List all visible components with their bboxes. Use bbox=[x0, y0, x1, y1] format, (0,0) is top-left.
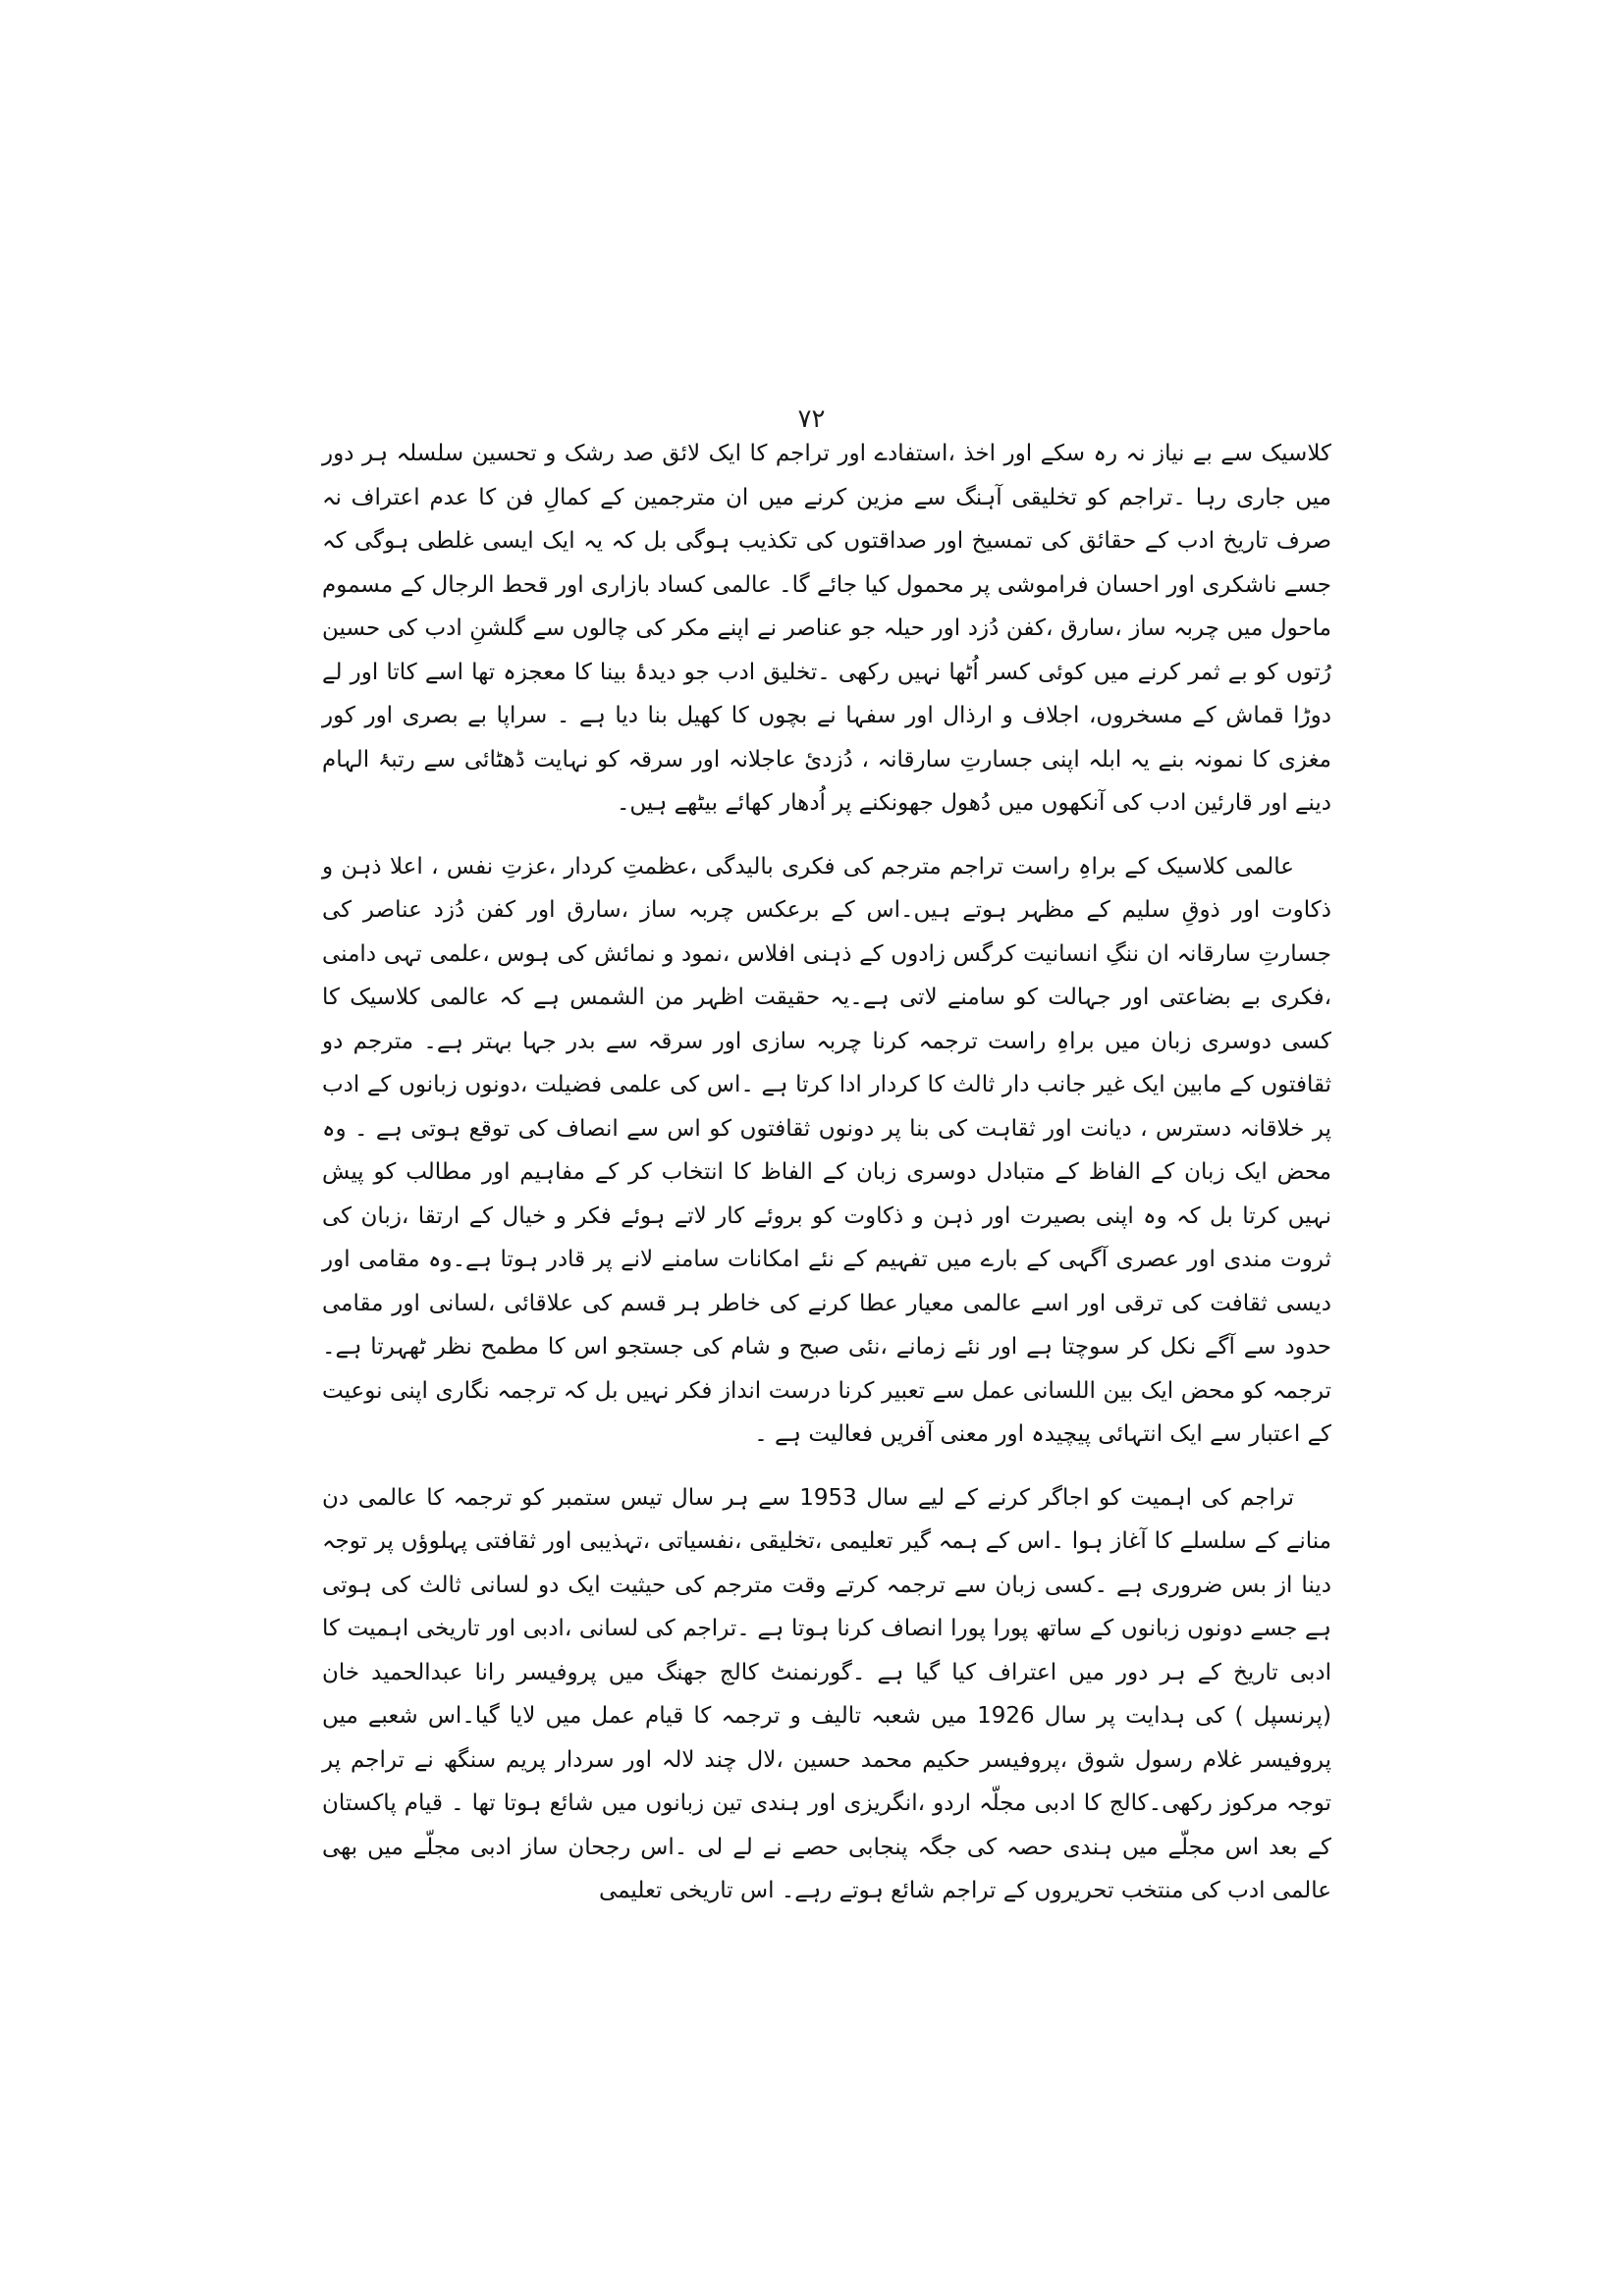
paragraph-2: عالمی کلاسیک کے براہِ راست تراجم مترجم کی فکری بالیدگی ،عظمتِ کردار ،عزتِ نفس ، اعلا ذہن و ذکاوت اور ذوقِ سلیم کے مظہر ہوتے ہیں۔اس کے برعکس چربہ ساز ،سارق اور کفن دُزد عناصر کی جسارتِ سارقانہ ان ننگِ انسانیت کرگس زادوں کے ذہنی افلاس ،نمود و نمائش کی ہوس ،علمی تہی دامنی ،فکری بے بضاعتی اور جہالت کو سامنے لاتی ہے۔یہ حقیقت اظہر من الشمس ہے کہ عالمی کلاسیک کا کسی دوسری زبان میں براہِ راست ترجمہ کرنا چربہ سازی اور سرقہ سے بدر جہا بہتر ہے۔ مترجم دو ثقافتوں کے مابین ایک غیر جانب دار ثالث کا کردار ادا کرتا ہے ۔اس کی علمی فضیلت ،دونوں زبانوں کے ادب پر خلاقانہ دسترس ، دیانت اور ثقاہت کی بنا پر دونوں ثقافتوں کو اس سے انصاف کی توقع ہوتی ہے ۔ وہ محض ایک زبان کے الفاظ کے متبادل دوسری زبان کے الفاظ کا انتخاب کر کے مفاہیم اور مطالب کو پیش نہیں کرتا بل کہ وہ اپنی بصیرت اور ذہن و ذکاوت کو بروئے کار لاتے ہوئے فکر و خیال کے ارتقا ،زبان کی ثروت مندی اور عصری آگہی کے بارے میں تفہیم کے نئے امکانات سامنے لانے پر قادر ہوتا ہے۔وہ مقامی اور دیسی ثقافت کی ترقی اور اسے عالمی معیار عطا کرنے کی خاطر ہر قسم کی علاقائی ،لسانی اور مقامی حدود سے آگے نکل کر سوچتا ہے اور نئے زمانے ،نئی صبح و شام کی جستجو اس کا مطمح نظر ٹھہرتا ہے۔ ترجمہ کو محض ایک بین اللسانی عمل سے تعبیر کرنا درست انداز فکر نہیں بل کہ ترجمہ نگاری اپنی نوعیت کے اعتبار سے ایک انتہائی پیچیدہ اور معنی آفریں فعالیت ہے ۔ bbox=[322, 853, 1331, 1447]
paragraph-1: کلاسیک سے بے نیاز نہ رہ سکے اور اخذ ،استفادے اور تراجم کا ایک لائق صد رشک و تحسین سلسلہ ہر دور میں جاری رہا ۔تراجم کو تخلیقی آہنگ سے مزین کرنے میں ان مترجمین کے کمالِ فن کا عدم اعتراف نہ صرف تاریخ ادب کے حقائق کی تمسیخ اور صداقتوں کی تکذیب ہوگی بل کہ یہ ایک ایسی غلطی ہوگی کہ جسے ناشکری اور احسان فراموشی پر محمول کیا جائے گا۔ عالمی کساد بازاری اور قحط الرجال کے مسموم ماحول میں چربہ ساز ،سارق ،کفن دُزد اور حیلہ جو عناصر نے اپنے مکر کی چالوں سے گلشنِ ادب کی حسین رُتوں کو بے ثمر کرنے میں کوئی کسر اُٹھا نہیں رکھی ۔تخلیق ادب جو دیدۂ بینا کا معجزہ تھا اسے کاتا اور لے دوڑا قماش کے مسخروں، اجلاف و ارذال اور سفہا نے بچوں کا کھیل بنا دیا ہے ۔ سراپا بے بصری اور کور مغزی کا نمونہ بنے یہ ابلہ اپنی جسارتِ سارقانہ ، دُزدیٔ عاجلانہ اور سرقہ کو نہایت ڈھٹائی سے رتبۂ الہام دینے اور قارئین ادب کی آنکھوں میں دُھول جھونکنے پر اُدھار کھائے بیٹھے ہیں۔ bbox=[322, 441, 1331, 816]
page-number: ۷۲ bbox=[797, 404, 826, 434]
body-text bbox=[322, 432, 1331, 1913]
paragraph-3: تراجم کی اہمیت کو اجاگر کرنے کے لیے سال 1953 سے ہر سال تیس ستمبر کو ترجمہ کا عالمی دن منانے کے سلسلے کا آغاز ہوا ۔اس کے ہمہ گیر تعلیمی ،تخلیقی ،نفسیاتی ،تہذیبی اور ثقافتی پہلوؤں پر توجہ دینا از بس ضروری ہے ۔کسی زبان سے ترجمہ کرتے وقت مترجم کی حیثیت ایک دو لسانی ثالث کی ہوتی ہے جسے دونوں زبانوں کے ساتھ پورا پورا انصاف کرنا ہوتا ہے ۔تراجم کی لسانی ،ادبی اور تاریخی اہمیت کا ادبی تاریخ کے ہر دور میں اعتراف کیا گیا ہے ۔گورنمنٹ کالج جھنگ میں پروفیسر رانا عبدالحمید خان (پرنسپل ) کی ہدایت پر سال 1926 میں شعبہ تالیف و ترجمہ کا قیام عمل میں لایا گیا۔اس شعبے میں پروفیسر غلام رسول شوق ،پروفیسر حکیم محمد حسین ،لال چند لالہ اور سردار پریم سنگھ نے تراجم پر توجہ مرکوز رکھی۔کالج کا ادبی مجلّہ اردو ،انگریزی اور ہندی تین زبانوں میں شائع ہوتا تھا ۔ قیام پاکستان کے بعد اس مجلّے میں ہندی حصہ کی جگہ پنجابی حصے نے لے لی ۔اس رجحان ساز ادبی مجلّے میں بھی عالمی ادب کی منتخب تحریروں کے تراجم شائع ہوتے رہے۔ اس تاریخی تعلیمی bbox=[322, 1484, 1331, 1903]
